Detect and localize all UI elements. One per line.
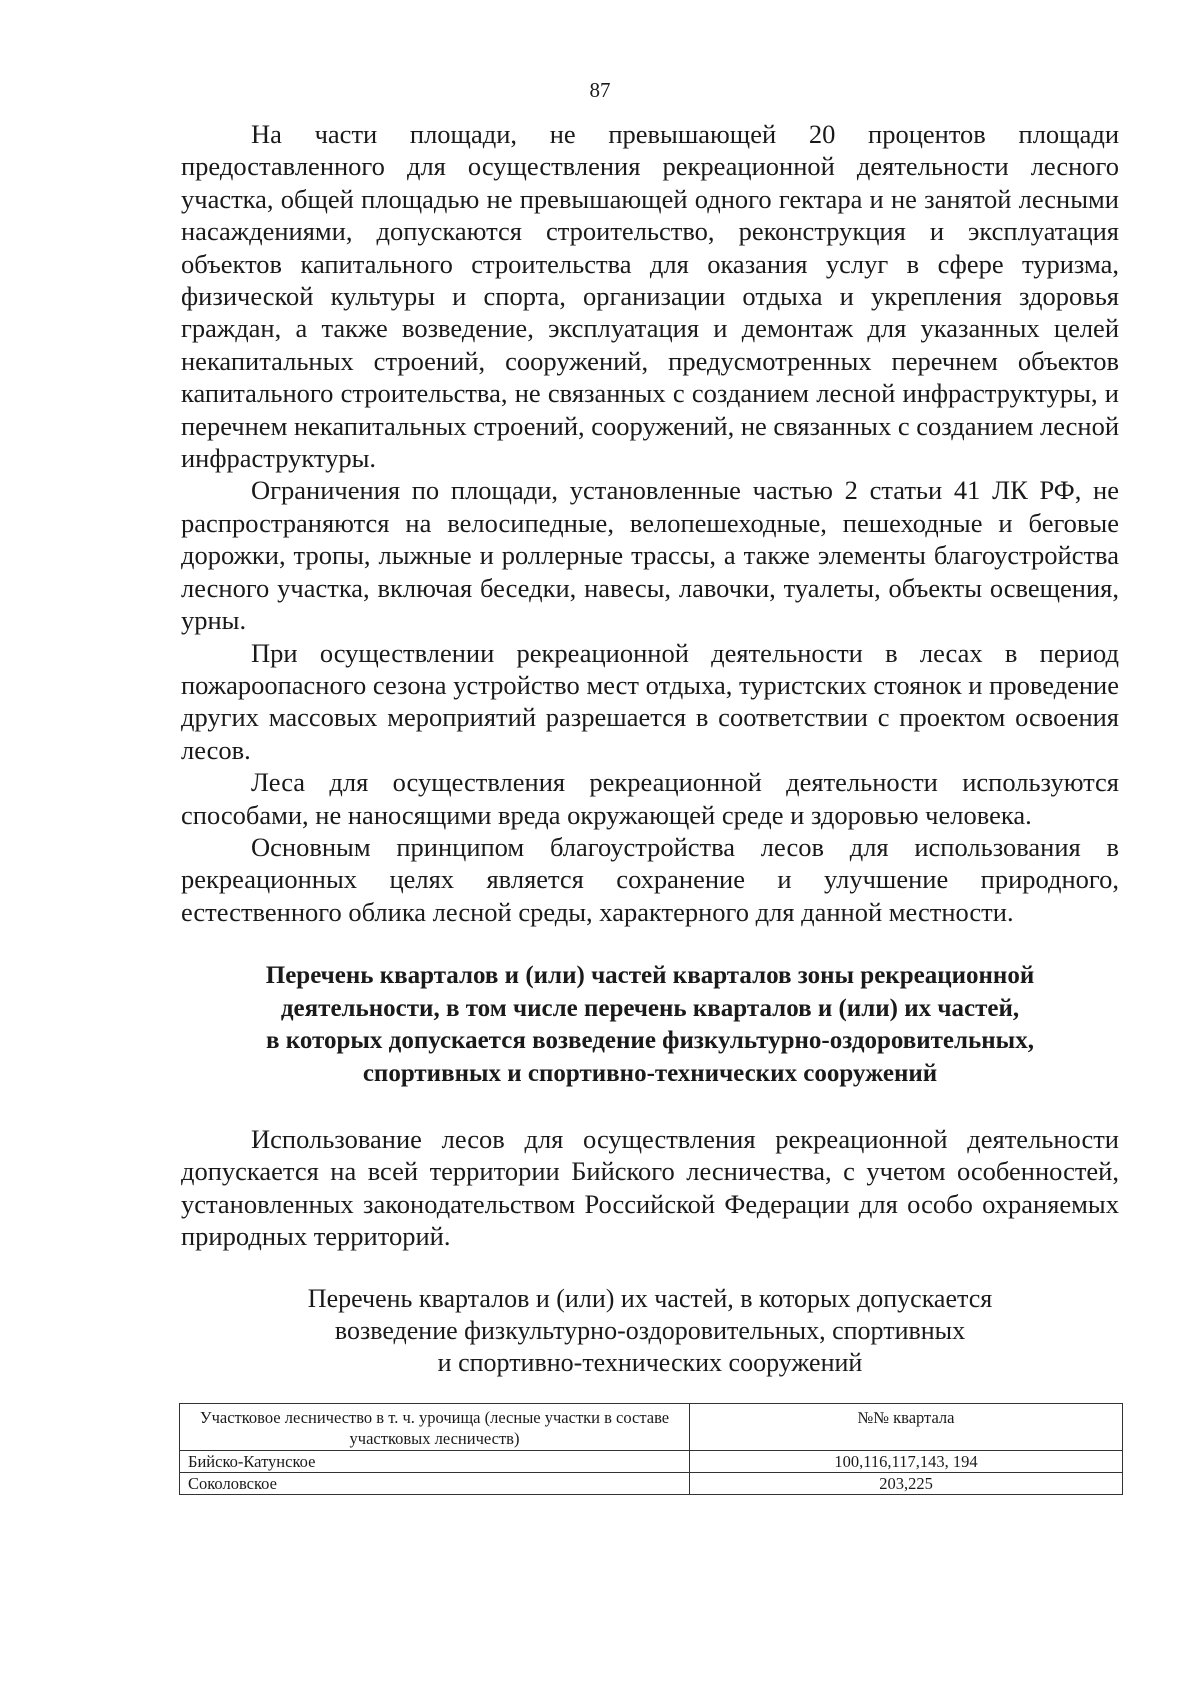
section-heading-line: спортивных и спортивно-технических сооружений xyxy=(362,1059,938,1087)
table-caption-line: возведение физкультурно-оздоровительных, спортивных xyxy=(334,1316,966,1345)
paragraph: На части площади, не превышающей 20 процентов площади предоставленного для осуществления рекреационной деятельности лесного участка, общей площадью не превышающей одного гектара и не занятой лесными насаждениями, допускаются строительство, реконструкция и эксплуатация объектов капитального строительства для оказания услуг в сфере туризма, физической культуры и спорта, организации отдыха и укрепления здоровья граждан, а также возведение, эксплуатация и демонтаж для указанных целей некапитальных строений, сооружений, предусмотренных перечнем объектов капитального строительства, не связанных с созданием лесной инфраструктуры, и перечнем некапитальных строений, сооружений, не связанных с созданием лесной инфраструктуры. xyxy=(181,119,1119,474)
body-text xyxy=(181,118,1119,928)
cell-forestry: Соколовское xyxy=(180,1473,690,1495)
section-heading-line: Перечень кварталов и (или) частей кварталов зоны рекреационной xyxy=(265,962,1035,989)
section-heading-line: в которых допускается возведение физкультурно-оздоровительных, xyxy=(266,1027,1034,1054)
quarters-table xyxy=(179,1403,1123,1495)
page-number: 87 xyxy=(589,78,611,102)
header-forestry: Участковое лесничество в т. ч. урочища (лесные участки в составе участковых лесничеств) xyxy=(180,1404,690,1451)
table-caption-line: Перечень кварталов и (или) их частей, в которых допускается xyxy=(307,1284,993,1313)
paragraph: Основным принципом благоустройства лесов для использования в рекреационных целях является сохранение и улучшение природного, естественного облика лесной среды, характерного для данной местности. xyxy=(181,831,1119,927)
section-heading-line: деятельности, в том числе перечень кварталов и (или) их частей, xyxy=(280,994,1020,1022)
paragraph: При осуществлении рекреационной деятельности в лесах в период пожароопасного сезона устройство мест отдыха, туристских стоянок и проведение других массовых мероприятий разрешается в соответствии с проектом освоения лесов. xyxy=(181,637,1119,765)
cell-forestry: Бийско-Катунское xyxy=(180,1451,690,1473)
usage-paragraph: Использование лесов для осуществления рекреационной деятельности допускается на всей территории Бийского лесничества, с учетом особенностей, установленных законодательством Российской Федерации для особо охраняемых природных территорий. xyxy=(181,1124,1119,1252)
paragraph: Ограничения по площади, установленные частью 2 статьи 41 ЛК РФ, не распространяются на велосипедные, велопешеходные, пешеходные и беговые дорожки, тропы, лыжные и роллерные трассы, а также элементы благоустройства лесного участка, включая беседки, навесы, лавочки, туалеты, объекты освещения, урны. xyxy=(181,475,1119,636)
section-heading xyxy=(181,960,1119,1090)
table-row xyxy=(180,1473,1123,1495)
table-caption-line: и спортивно-технических сооружений xyxy=(437,1348,863,1377)
cell-quarters: 203,225 xyxy=(690,1473,1123,1495)
table-row xyxy=(180,1451,1123,1473)
cell-quarters: 100,116,117,143, 194 xyxy=(690,1451,1123,1473)
table-header-row xyxy=(180,1404,1123,1451)
paragraph: Леса для осуществления рекреационной деятельности используются способами, не наносящими вреда окружающей среде и здоровью человека. xyxy=(181,767,1119,830)
header-quarters: №№ квартала xyxy=(690,1404,1123,1451)
table-caption xyxy=(181,1283,1119,1379)
usage-text xyxy=(181,1123,1119,1253)
